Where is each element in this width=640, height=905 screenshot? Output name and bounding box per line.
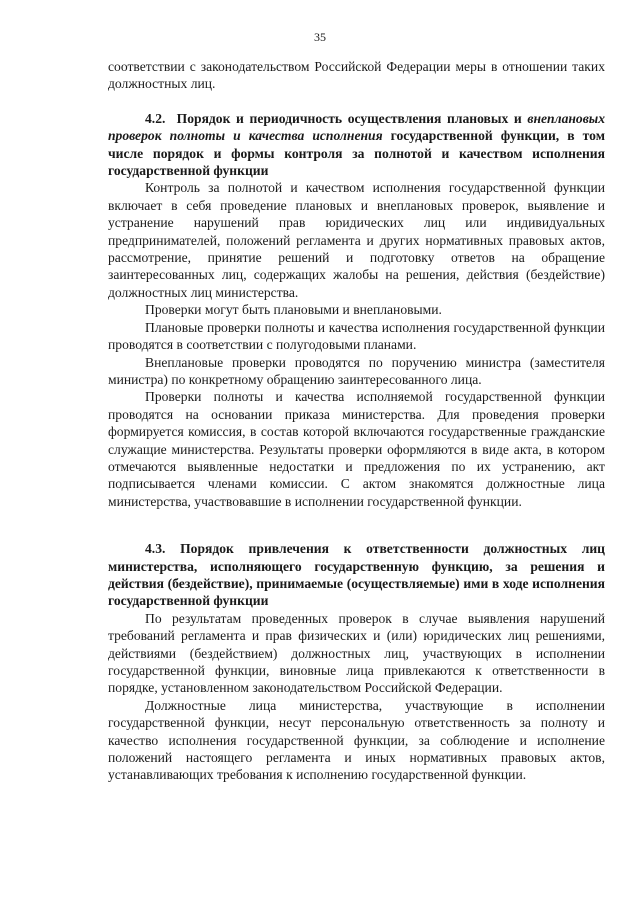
- intro-paragraph: соответствии с законодательством Российской Федерации меры в отношении таких должностных лиц.: [108, 59, 605, 92]
- document-body: [108, 58, 605, 784]
- section-4-3-paragraph: Должностные лица министерства, участвующие в исполнении государственной функции, несут персональную ответственность за полноту и качество исполнения государственной функции, за соблюдение и исполнение положений настоящего регламента и иных нормативных правовых актов, устанавливающих требования к исполнению государственной функции.: [108, 697, 605, 783]
- section-4-2-heading: [108, 110, 605, 180]
- section-4-2-paragraph: Плановые проверки полноты и качества исполнения государственной функции проводятся в соответствии с полугодовыми планами.: [108, 319, 605, 353]
- section-4-2-paragraph: Проверки полноты и качества исполняемой государственной функции проводятся на основании приказа министерства. Для проведения проверки формируется комиссия, в состав которой включаются государственные гражданские служащие министерства. Результаты проверки оформляются в виде акта, в котором отмечаются выявленные недостатки и предложения по их устранению, акт подписывается членами комиссии. С актом знакомятся должностные лица министерства, участвовавшие в исполнении государственной функции.: [108, 389, 605, 509]
- section-4-3-heading-text: Порядок привлечения к ответственности должностных лиц министерства, исполняющего государственную функцию, за решения и действия (бездействие), принимаемые (осуществляемые) ими в ходе исполнения государственной функции: [108, 541, 605, 609]
- section-4-3-paragraph: По результатам проведенных проверок в случае выявления нарушений требований регламента и прав физических и (или) юридических лиц решениями, действиями (бездействием) должностных лиц, участвующих в исполнении государственной функции, виновные лица привлекаются к ответственности в порядке, установленном законодательством Российской Федерации.: [108, 610, 605, 696]
- section-4-2-paragraph: Проверки могут быть плановыми и внеплановыми.: [145, 302, 442, 318]
- section-4-2-paragraph: Контроль за полнотой и качеством исполнения государственной функции включает в себя проведение плановых и внеплановых проверок, выявление и устранение нарушений прав юридических лиц или индивидуальных предпринимателей, положений регламента и других нормативных правовых актов, рассмотрение, принятие решений и подготовку ответов на обращение заинтересованных лиц, содержащих жалобы на решения, действия (бездействие) должностных лиц министерства.: [108, 180, 605, 300]
- section-4-2-heading-part1: Порядок и периодичность осуществления плановых и: [176, 110, 528, 126]
- section-4-2-number: 4.2.: [145, 110, 166, 126]
- page-number: 35: [314, 30, 326, 44]
- section-4-3-number: 4.3.: [145, 541, 166, 557]
- section-4-2-heading-part2: государственной функции, в том числе порядок и формы контроля за полнотой и качеством исполнения государственной функции: [108, 128, 605, 179]
- section-4-2-paragraph: Внеплановые проверки проводятся по поручению министра (заместителя министра) по конкретному обращению заинтересованного лица.: [108, 354, 605, 387]
- section-4-2-heading-italic: внеплановых проверок полноты и качества исполнения: [108, 110, 606, 144]
- section-4-3-heading: [108, 540, 605, 610]
